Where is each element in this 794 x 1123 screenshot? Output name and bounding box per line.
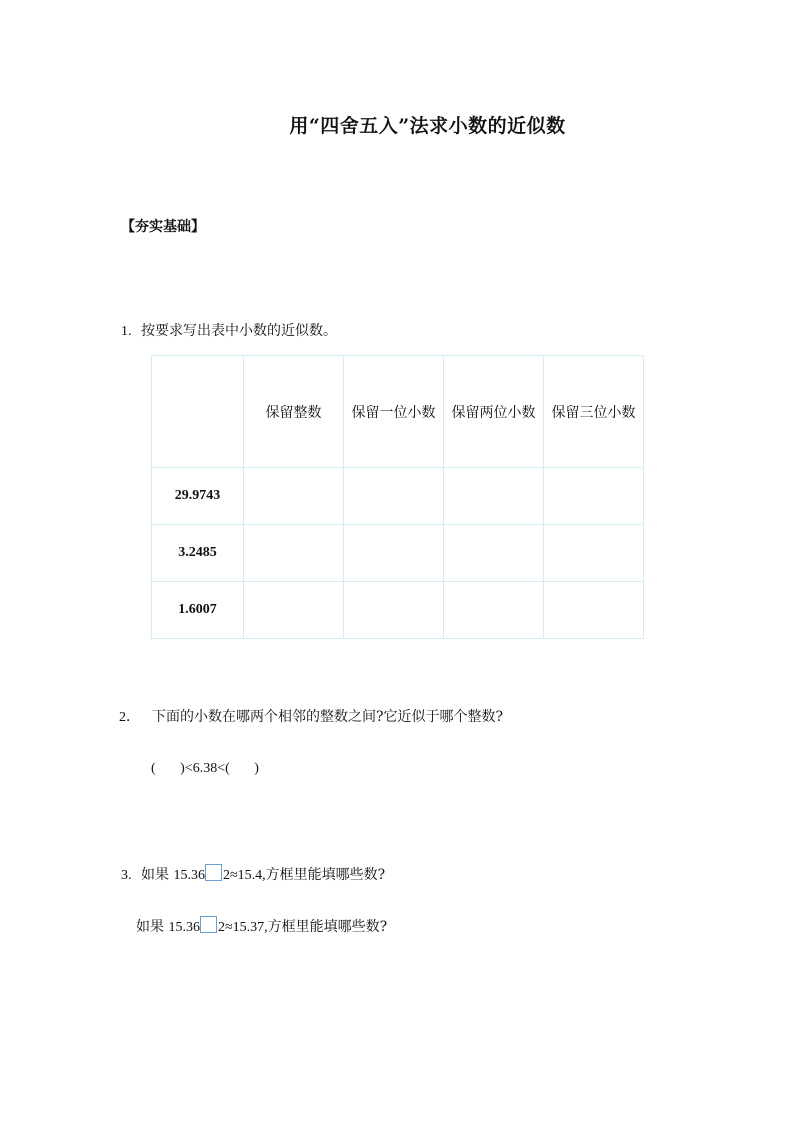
answer-cell[interactable] <box>344 525 444 582</box>
question-suffix: 方框里能填哪些数? <box>267 919 388 935</box>
question-number: 1. <box>121 324 132 339</box>
table-row <box>152 468 644 525</box>
answer-cell[interactable] <box>344 582 444 639</box>
table-header-cell <box>152 356 244 468</box>
answer-cell[interactable] <box>444 582 544 639</box>
answer-cell[interactable] <box>444 468 544 525</box>
table-row <box>152 582 644 639</box>
answer-cell[interactable] <box>244 468 344 525</box>
question-text: 按要求写出表中小数的近似数。 <box>141 323 337 339</box>
table-row <box>152 525 644 582</box>
number-before-box: 15.36 <box>173 868 205 883</box>
answer-box[interactable] <box>205 864 222 881</box>
table-header-cell: 保留一位小数 <box>344 356 444 468</box>
question-3a <box>121 864 385 884</box>
approximation-table <box>151 355 644 639</box>
table-header-cell: 保留三位小数 <box>544 356 644 468</box>
answer-box[interactable] <box>200 916 217 933</box>
number-after-box: 2≈15.4, <box>222 868 266 883</box>
inequality-blank-line: ( )<6.38<( ) <box>151 761 259 776</box>
question-prefix: 如果 <box>136 919 169 935</box>
answer-cell[interactable] <box>544 525 644 582</box>
row-label: 3.2485 <box>152 525 244 582</box>
question-2 <box>119 706 503 726</box>
answer-cell[interactable] <box>544 582 644 639</box>
question-1 <box>121 320 337 340</box>
table-header-cell: 保留两位小数 <box>444 356 544 468</box>
answer-cell[interactable] <box>344 468 444 525</box>
row-label: 29.9743 <box>152 468 244 525</box>
table-header-row <box>152 356 644 468</box>
page-title: 用“四舍五入”法求小数的近似数 <box>289 115 566 137</box>
number-before-box: 15.36 <box>168 920 200 935</box>
question-number: 2． <box>119 710 140 725</box>
question-3b <box>136 916 387 936</box>
answer-cell[interactable] <box>244 525 344 582</box>
question-suffix: 方框里能填哪些数? <box>265 867 386 883</box>
row-label: 1.6007 <box>152 582 244 639</box>
table-header-cell: 保留整数 <box>244 356 344 468</box>
number-after-box: 2≈15.37, <box>217 920 268 935</box>
question-number: 3. <box>121 868 132 883</box>
section-heading: 【夯实基础】 <box>121 219 205 235</box>
question-prefix: 如果 <box>141 867 174 883</box>
answer-cell[interactable] <box>444 525 544 582</box>
answer-cell[interactable] <box>244 582 344 639</box>
question-text: 下面的小数在哪两个相邻的整数之间?它近似于哪个整数? <box>152 709 504 725</box>
answer-cell[interactable] <box>544 468 644 525</box>
